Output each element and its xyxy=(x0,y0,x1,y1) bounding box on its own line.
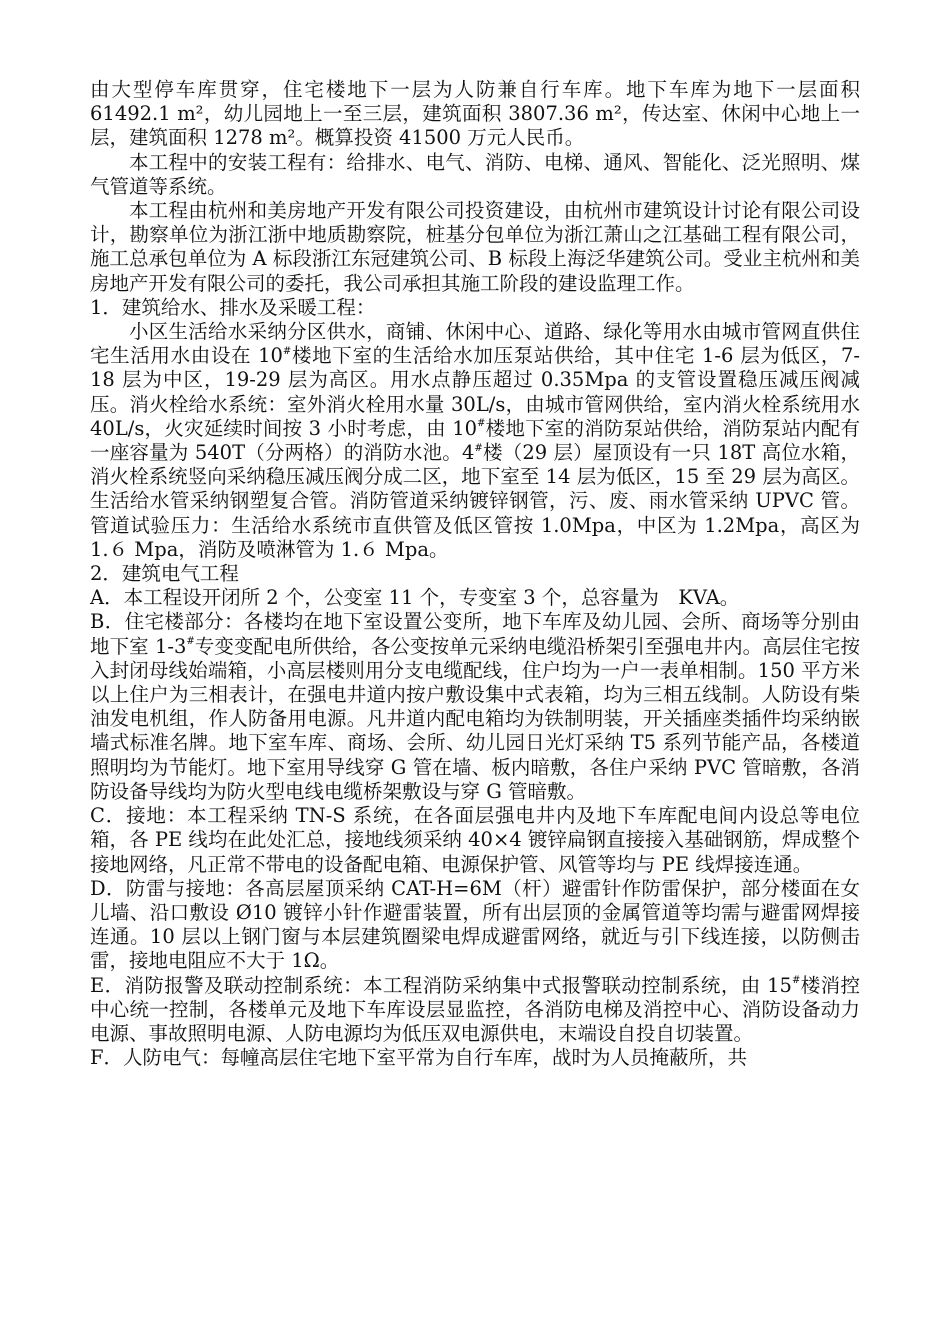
superscript-mark: # xyxy=(474,442,483,454)
paragraph-water-supply: 小区生活给水采纳分区供水，商铺、休闲中心、道路、绿化等用水由城市管网直供住宅生活用水由设在 10#楼地下室的生活给水加压泵站供给，其中住宅 1-6 层为低区，7-18 层为中区，19-29 层为高区。用水点静压超过 0.35Mpa 的支管设置稳压减压阀减压。消火栓给水系统：室外消火栓用水量 30L/s，由城市管网供给，室内消火栓系统用水 40L/s，火灾延续时间按 3 小时考虑，由 10#楼地下室的消防泵站供给，消防泵站内配有一座容量为 540T（分两格）的消防水池。4#楼（29 层）屋顶设有一只 18T 高位水箱，消火栓系统竖向采纳稳压减压阀分成二区，地下室至 14 层为低区，15 至 29 层为高区。生活给水管采纳钢塑复合管。消防管道采纳镀锌钢管，污、废、雨水管采纳 UPVC 管。管道试验压力：生活给水系统市直供管及低区管按 1.0Mpa，中区为 1.2Mpa，高区为 1.６ Mpa，消防及喷淋管为 1.６ Mpa。 xyxy=(90,320,860,561)
section-heading-plumbing: 1．建筑给水、排水及采暖工程： xyxy=(90,295,376,319)
superscript-mark: # xyxy=(791,975,801,987)
paragraph-electrical-e: E．消防报警及联动控制系统：本工程消防采纳集中式报警联动控制系统，由 15#楼消控中心统一控制，各楼单元及地下车库设层显监控，各消防电梯及消控中心、消防设备动力电源、事故照明电源、人防电源均为低压双电源供电，末端设自投自切装置。 xyxy=(90,973,860,1045)
superscript-mark: # xyxy=(186,636,195,648)
paragraph-electrical-f: F．人防电气：每幢高层住宅地下室平常为自行车库，战时为人员掩蔽所，共 xyxy=(90,1046,748,1070)
paragraph-parties: 本工程由杭州和美房地产开发有限公司投资建设，由杭州市建筑设计讨论有限公司设计，勘察单位为浙江浙中地质勘察院，桩基分包单位为浙江萧山之江基础工程有限公司，施工总承包单位为 A 标段浙江东冠建筑公司、B 标段上海泛华建筑公司。受业主杭州和美房地产开发有限公司的委托，我公司承担其施工阶段的建设监理工作。 xyxy=(90,199,860,295)
document-page xyxy=(90,78,860,1070)
paragraph-project-overview: 由大型停车库贯穿，住宅楼地下一层为人防兼自行车库。地下车库为地下一层面积 61492.1 m²，幼儿园地上一至三层，建筑面积 3807.36 m²，传达室、休闲中心地上一层，建筑面积 1278 m²。概算投资 41500 万元人民币。 xyxy=(90,78,860,150)
paragraph-installation-systems: 本工程中的安装工程有：给排水、电气、消防、电梯、通风、智能化、泛光照明、煤气管道等系统。 xyxy=(90,150,860,198)
superscript-mark: # xyxy=(282,345,292,357)
paragraph-electrical-c: C．接地：本工程采纳 TN-S 系统，在各面层强电井内及地下车库配电间内设总等电位箱，各 PE 线均在此处汇总，接地线须采纳 40×4 镀锌扁钢直接接入基础钢筋，焊成整个接地网络，凡正常不带电的设备配电箱、电源保护管、风管等均与 PE 线焊接连通。 xyxy=(90,804,860,876)
section-heading-electrical: 2．建筑电气工程 xyxy=(90,562,239,586)
paragraph-electrical-d: D．防雷与接地：各高层屋顶采纳 CAT-H=6M（杆）避雷针作防雷保护，部分楼面在女儿墙、沿口敷设 Ø10 镀锌小针作避雷装置，所有出层顶的金属管道等均需与避雷网焊接连通。10 层以上钢门窗与本层建筑圈梁电焊成避雷网络，就近与引下线连接，以防侧击雷，接地电阻应不大于 1Ω。 xyxy=(90,876,860,973)
paragraph-electrical-b: B．住宅楼部分：各楼均在地下室设置公变所，地下车库及幼儿园、会所、商场等分别由地下室 1-3#专变变配电所供给，各公变按单元采纳电缆沿桥架引至强电井内。高层住宅按入封闭母线始端箱，小高层楼则用分支电缆配线，住户均为一户一表单相制。150 平方米以上住户为三相表计，在强电井道内按户敷设集中式表箱，均为三相五线制。人防设有柴油发电机组，作人防备用电源。凡井道内配电箱均为铁制明装，开关插座类插件均采纳嵌墙式标准名牌。地下室车库、商场、会所、幼儿园日光灯采纳 T5 系列节能产品，各楼道照明均为节能灯。地下室用导线穿 G 管在墙、板内暗敷，各住户采纳 PVC 管暗敷，各消防设备导线均为防火型电线电缆桥架敷设与穿 G 管暗敷。 xyxy=(90,610,860,803)
superscript-mark: # xyxy=(477,418,486,430)
paragraph-electrical-a: A．本工程设开闭所 2 个，公变室 11 个，专变室 3 个，总容量为 KVA。 xyxy=(90,586,740,610)
